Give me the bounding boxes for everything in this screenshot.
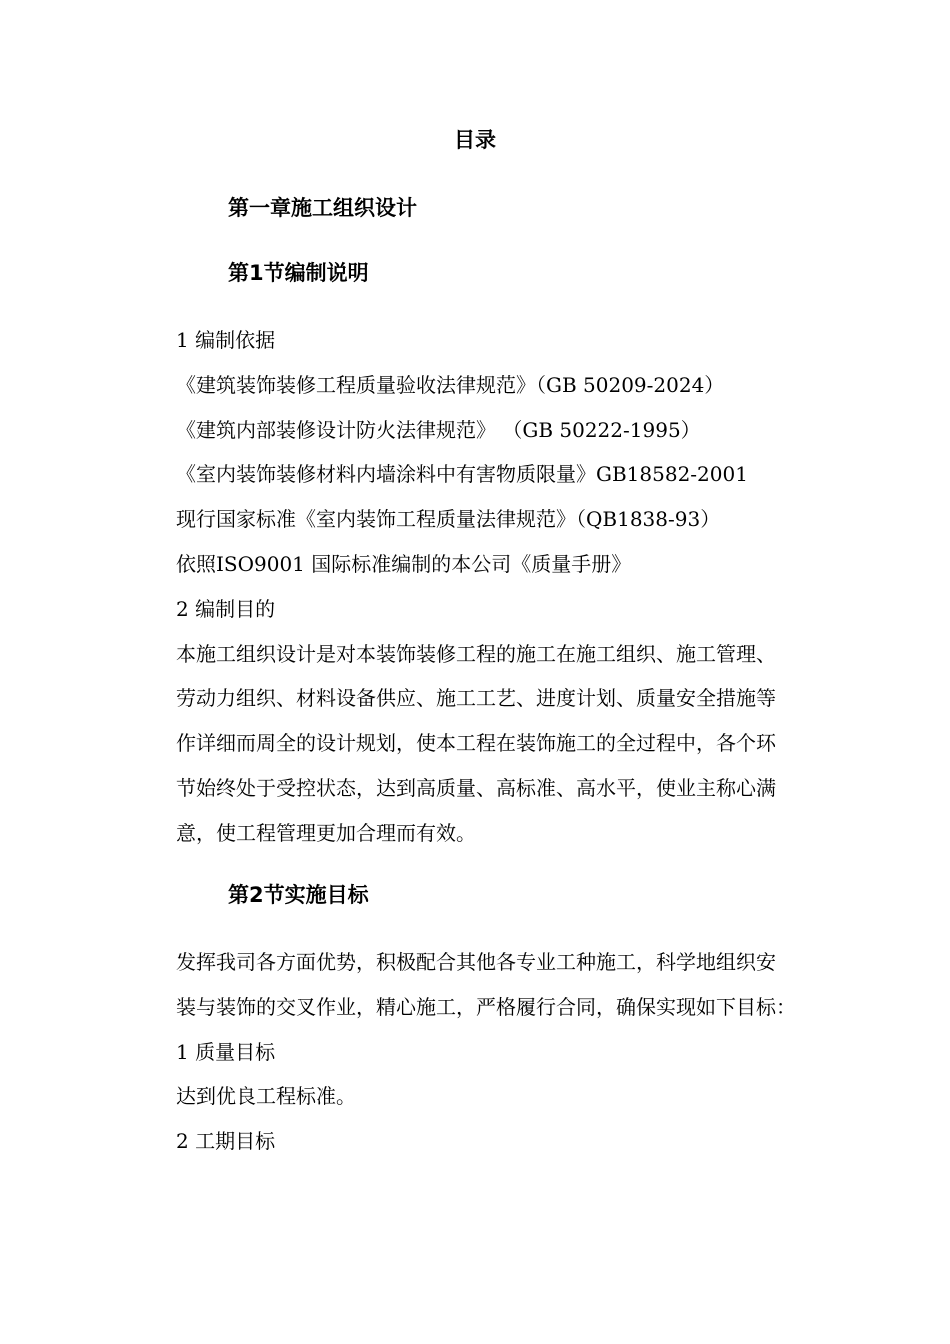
- schedule-heading: 2 工期目标: [176, 1129, 276, 1154]
- intro-line: 发挥我司各方面优势，积极配合其他各专业工种施工，科学地组织安: [176, 950, 776, 974]
- quality-text: 达到优良工程标准。: [176, 1084, 356, 1109]
- intro-line: 装与装饰的交叉作业，精心施工，严格履行合同，确保实现如下目标：: [176, 994, 796, 1019]
- basis-item: 《室内装饰装修材料内墙涂料中有害物质限量》GB18582-2001: [176, 462, 748, 487]
- purpose-line: 意，使工程管理更加合理而有效。: [176, 820, 476, 845]
- basis-item: 依照ISO9001 国际标准编制的本公司《质量手册》: [176, 551, 632, 576]
- section-1-body: [176, 318, 856, 856]
- basis-item: 《建筑装饰装修工程质量验收法律规范》（GB 50209-2024）: [176, 372, 725, 397]
- basis-item: 《建筑内部装修设计防火法律规范》 （GB 50222-1995）: [176, 417, 701, 442]
- basis-item: 现行国家标准《室内装饰工程质量法律规范》（QB1838-93）: [176, 507, 721, 532]
- purpose-line: 劳动力组织、材料设备供应、施工工艺、进度计划、质量安全措施等: [176, 686, 776, 711]
- section-2-title: 第2节实施目标: [228, 883, 369, 907]
- purpose-line: 本施工组织设计是对本装饰装修工程的施工在施工组织、施工管理、: [176, 641, 776, 666]
- quality-heading: 1 质量目标: [176, 1039, 276, 1064]
- purpose-line: 作详细而周全的设计规划，使本工程在装饰施工的全过程中，各个环: [176, 731, 776, 756]
- chapter-title: 第一章施工组织设计: [228, 196, 417, 220]
- basis-heading: 1 编制依据: [176, 328, 276, 352]
- toc-title: 目录: [454, 128, 496, 152]
- purpose-heading: 2 编制目的: [176, 596, 276, 621]
- section-1-title: 第1节编制说明: [228, 261, 369, 285]
- section-2-body: [176, 940, 856, 1164]
- purpose-line: 节始终处于受控状态，达到高质量、高标准、高水平，使业主称心满: [176, 775, 776, 800]
